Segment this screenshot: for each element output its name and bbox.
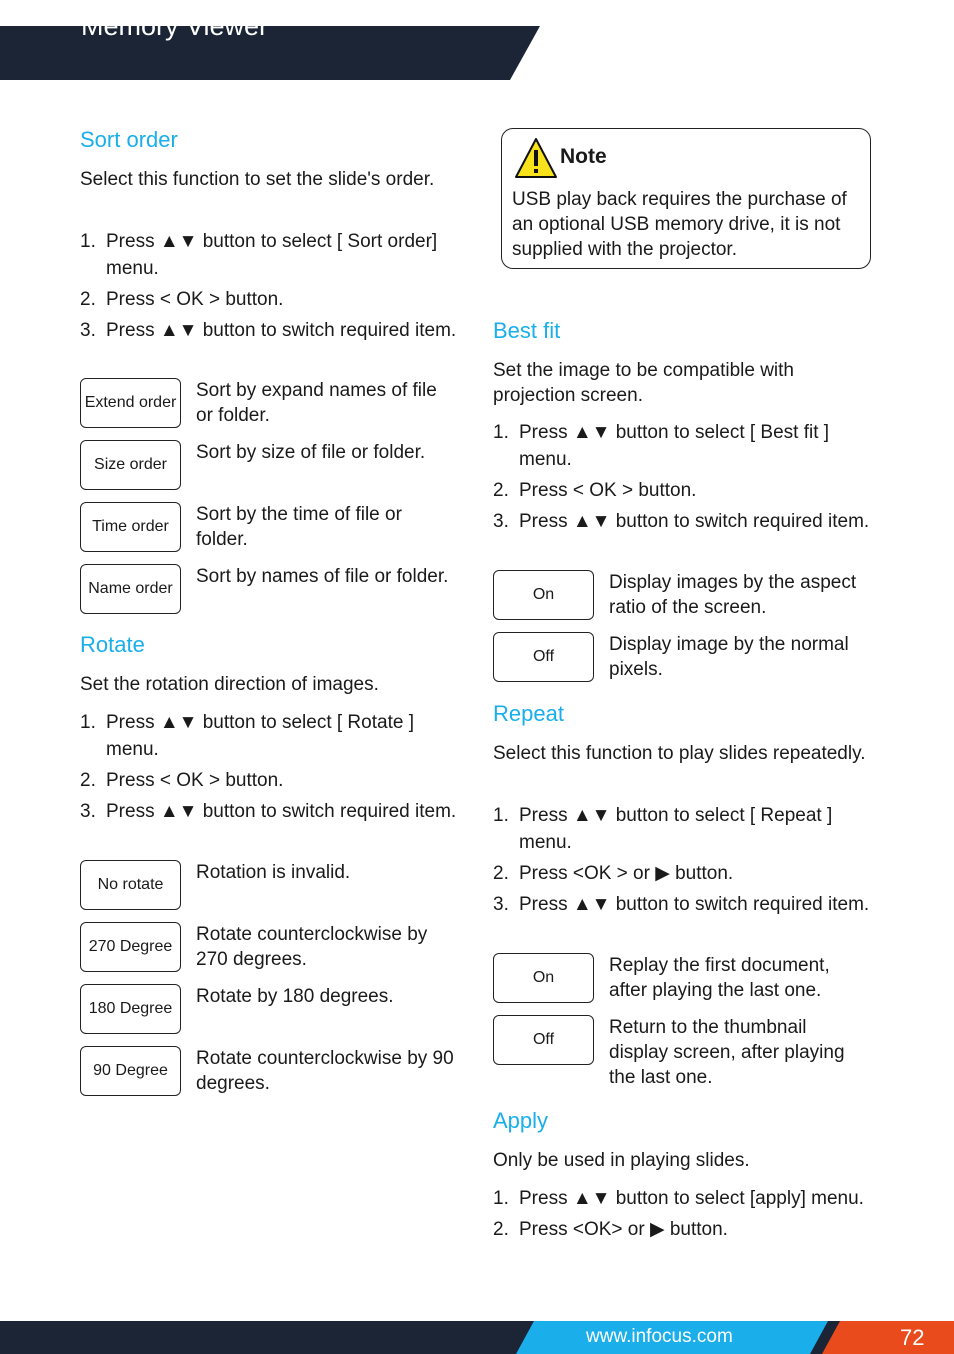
repeat-steps [493,802,873,922]
sort-order-heading: Sort order [80,127,178,152]
option-desc: Rotate counterclockwise by 90 degrees. [196,1048,454,1094]
page-number-banner [822,1321,954,1354]
list-item: 3. Press ▲▼ button to switch required item. [80,320,457,341]
list-item: 1. Press ▲▼ button to select [ Sort order] menu. [80,231,438,279]
list-item: 2. Press <OK> or ▶ button. [493,1219,728,1240]
option-desc: Sort by expand names of file or folder. [196,380,437,426]
rotate-steps [80,709,460,829]
warning-icon [514,137,558,184]
list-item: 2. Press < OK > button. [80,770,284,791]
list-item: 2. Press <OK > or ▶ button. [493,863,734,884]
option-off: Off [493,632,594,682]
option-time-order: Time order [80,502,181,552]
list-item: 1. Press ▲▼ button to select [ Repeat ] menu. [493,805,833,853]
list-item: 1. Press ▲▼ button to select [apply] menu. [493,1188,864,1209]
option-on: On [493,570,594,620]
list-item: 3. Press ▲▼ button to switch required item. [493,894,870,915]
best-fit-steps [493,419,873,539]
list-item: 2. Press < OK > button. [493,480,697,501]
list-item: 3. Press ▲▼ button to switch required item. [80,801,457,822]
option-desc: Sort by the time of file or folder. [196,504,402,550]
best-fit-intro: Set the image to be compatible with projection screen. [493,360,795,406]
note-box [501,128,871,269]
list-item: 2. Press < OK > button. [80,289,284,310]
list-item: 1. Press ▲▼ button to select [ Rotate ] menu. [80,712,414,760]
apply-intro: Only be used in playing slides. [493,1150,750,1171]
note-title: Note [560,145,607,168]
option-desc: Rotate by 180 degrees. [196,986,394,1007]
option-no-rotate: No rotate [80,860,181,910]
option-desc: Rotate counterclockwise by 270 degrees. [196,924,428,970]
rotate-intro: Set the rotation direction of images. [80,674,379,695]
option-on: On [493,953,594,1003]
option-90-degree: 90 Degree [80,1046,181,1096]
apply-steps [493,1185,873,1247]
option-desc: Return to the thumbnail display screen, after playing the last one. [609,1017,845,1088]
option-270-degree: 270 Degree [80,922,181,972]
repeat-intro: Select this function to play slides repeatedly. [493,743,866,764]
footer-url[interactable]: www.infocus.com [586,1326,733,1347]
option-180-degree: 180 Degree [80,984,181,1034]
option-desc: Display image by the normal pixels. [609,634,849,680]
option-desc: Replay the first document, after playing the last one. [609,955,830,1001]
list-item: 3. Press ▲▼ button to switch required item. [493,511,870,532]
rotate-heading: Rotate [80,632,145,657]
page-number: 72 [900,1325,925,1350]
option-desc: Rotation is invalid. [196,862,351,883]
option-desc: Sort by names of file or folder. [196,566,449,587]
option-size-order: Size order [80,440,181,490]
option-off: Off [493,1015,594,1065]
option-desc: Sort by size of file or folder. [196,442,426,463]
option-desc: Display images by the aspect ratio of the screen. [609,572,857,618]
page-title: Memory Viewer [81,11,269,41]
option-name-order: Name order [80,564,181,614]
best-fit-heading: Best fit [493,318,561,343]
repeat-heading: Repeat [493,701,564,726]
option-extend-order: Extend order [80,378,181,428]
apply-heading: Apply [493,1108,549,1133]
sort-order-intro: Select this function to set the slide's order. [80,169,435,190]
note-text: USB play back requires the purchase of an optional USB memory drive, it is not supplied with the projector. [512,189,847,260]
list-item: 1. Press ▲▼ button to select [ Best fit ] menu. [493,422,830,470]
sort-order-steps [80,228,460,348]
